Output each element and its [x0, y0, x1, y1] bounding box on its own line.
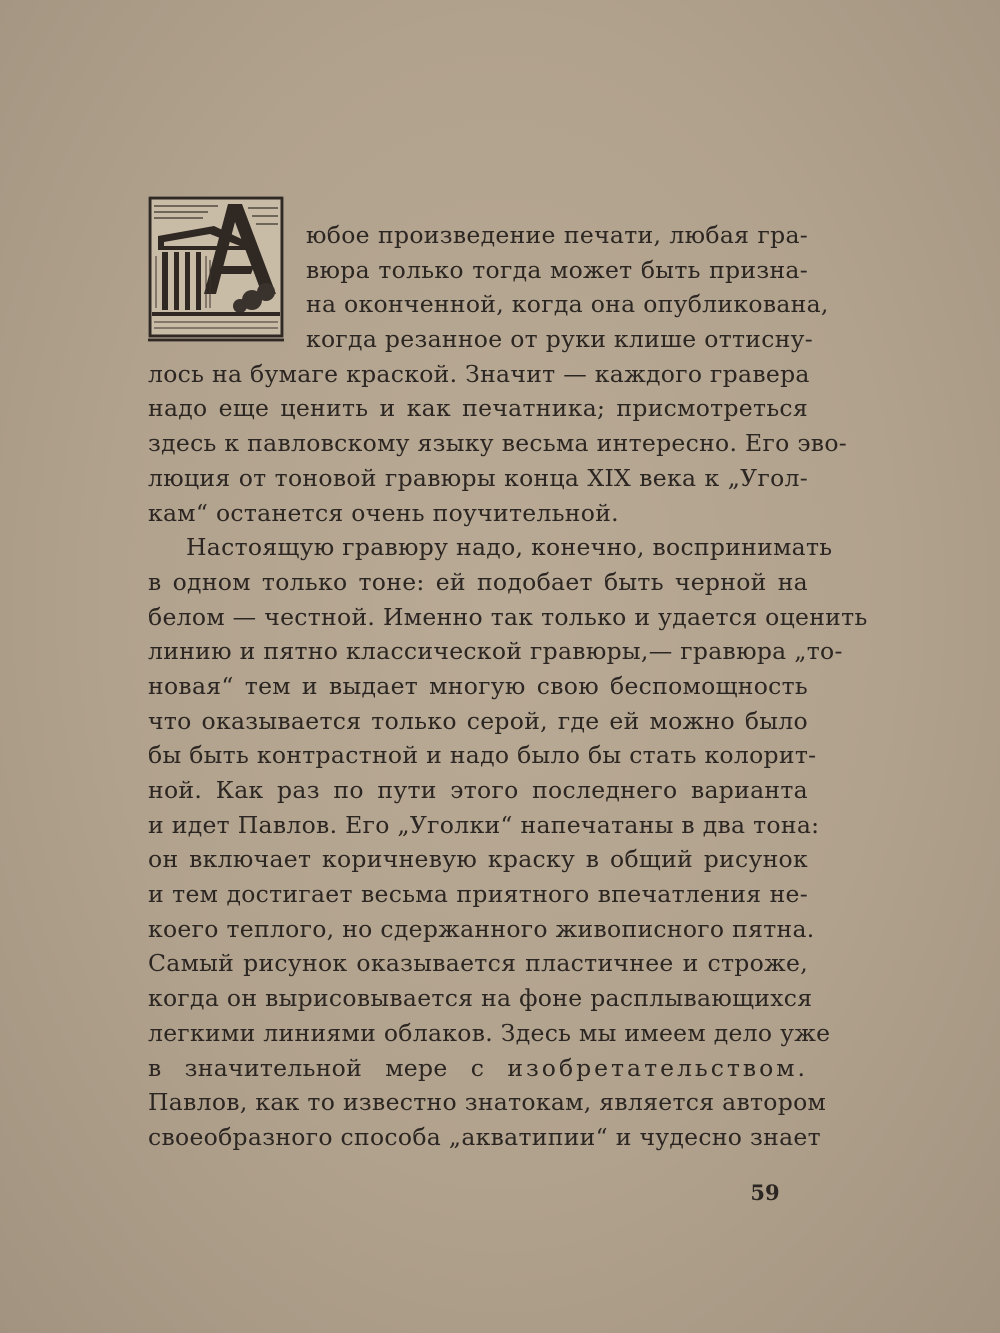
text-line: Павлов, как то известно знатокам, является автором: [148, 1088, 827, 1117]
spaced-word: изобретательством.: [507, 1053, 808, 1082]
body-text: [148, 218, 868, 1155]
text-line: люция от тоновой гравюры конца XIX века к „Угол-: [148, 463, 808, 492]
text-line: новая“ тем и выдает многую свою беспомощность: [148, 671, 808, 700]
text-line-with-spaced-word: [148, 1051, 808, 1086]
text-line: юбое произведение печати, любая гра-: [306, 221, 808, 249]
text-line: надо еще ценить и как печатника; присмотреться: [148, 394, 808, 423]
text-line: линию и пятно классической гравюры,— гравюра „то-: [148, 637, 843, 666]
text-line: ной. Как раз по пути этого последнего варианта: [148, 776, 808, 804]
text-line-start: в значительной мере с: [148, 1053, 508, 1082]
text-line: бы быть контрастной и надо было бы стать колорит-: [148, 741, 817, 770]
text-line: своеобразного способа „акватипии“ и чудесно знает: [148, 1122, 821, 1151]
text-line: Настоящую гравюру надо, конечно, воспринимать: [186, 533, 833, 562]
text-line: и тем достигает весьма приятного впечатления не-: [148, 880, 808, 909]
text-line: легкими линиями облаков. Здесь мы имеем дело уже: [148, 1018, 831, 1047]
text-line: когда он вырисовывается на фоне расплывающихся: [148, 984, 813, 1013]
text-line: здесь к павловскому языку весьма интересно. Его эво-: [148, 429, 848, 458]
text-line: лось на бумаге краской. Значит — каждого гравера: [148, 359, 810, 388]
text-line: он включает коричневую краску в общий рисунок: [148, 845, 808, 874]
text-line: что оказывается только серой, где ей можно было: [148, 706, 808, 735]
text-line: Самый рисунок оказывается пластичнее и строже,: [148, 949, 808, 978]
text-line: когда резанное от руки клише оттисну-: [306, 325, 814, 354]
text-line: вюра только тогда может быть призна-: [306, 255, 808, 284]
text-line: коего теплого, но сдержанного живописного пятна.: [148, 914, 815, 943]
page-number: 59: [750, 1180, 780, 1205]
text-line: кам“ останется очень поучительной.: [148, 498, 619, 527]
text-line: и идет Павлов. Его „Уголки“ напечатаны в два тона:: [148, 810, 820, 839]
text-line: в одном только тоне: ей подобает быть черной на: [148, 567, 808, 596]
text-line: на оконченной, когда она опубликована,: [306, 290, 829, 319]
text-line: белом — честной. Именно так только и удается оценить: [148, 602, 868, 631]
